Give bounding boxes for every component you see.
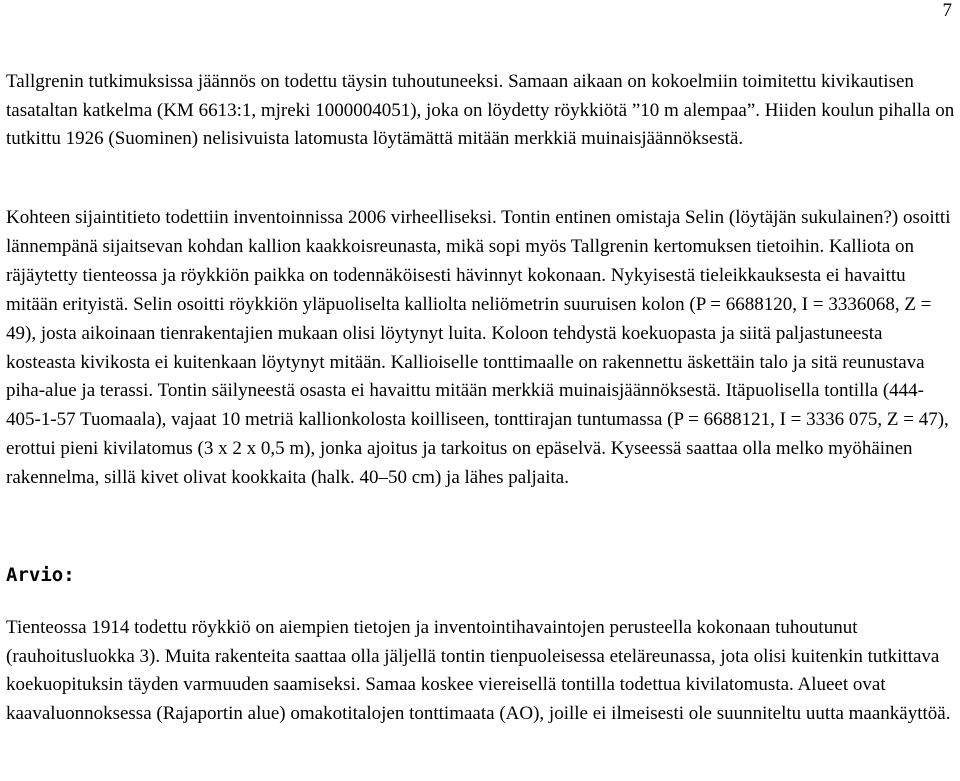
paragraph-tallgren-findings: Tallgrenin tutkimuksissa jäännös on todettu täysin tuhoutuneeksi. Samaan aikaan on kokoelmiin toimitettu kivikautisen tasataltan katkelma (KM 6613:1, mjreki 1000004051), joka on löydetty röykkiötä ”10 m alempaa”. Hiiden koulun pihalla on tutkittu 1926 (Suominen) nelisivuista latomusta löytämättä mitään merkkiä muinaisjäännöksestä. xyxy=(6,71,955,150)
page-number: 7 xyxy=(942,0,952,21)
section-heading-arvio: Arvio: xyxy=(6,564,75,586)
paragraph-inventory-2006: Kohteen sijaintitieto todettiin inventoinnissa 2006 virheelliseksi. Tontin entinen omistaja Selin (löytäjän sukulainen?) osoitti lännempänä sijaitsevan kohdan kallion kaakkoisreunasta, mikä sopi myös Tallgrenin kertomuksen tietoihin. Kalliota on räjäytetty tienteossa ja röykkiön paikka on todennäköisesti hävinnyt kokonaan. Nykyisestä tieleikkauksesta ei havaittu mitään erityistä. Selin osoitti röykkiön yläpuoliselta kalliolta neliömetrin suuruisen kolon (P = 6688120, I = 3336068, Z = 49), josta aikoinaan tienrakentajien mukaan olisi löytynyt luita. Koloon tehdystä koekuopasta ja siitä paljastuneesta kosteasta kivikosta ei kuitenkaan löytynyt mitään. Kallioiselle tonttimaalle on rakennettu äskettäin talo ja sitä reunustava piha-alue ja terassi. Tontin säilyneestä osasta ei havaittu mitään merkkiä muinaisjäännöksestä. Itäpuolisella tontilla (444-405-1-57 Tuomaala), vajaat 10 metriä kallionkolosta koilliseen, tonttirajan tuntumassa (P = 6688121, I = 3336 075, Z = 47), erottui pieni kivilatomus (3 x 2 x 0,5 m), jonka ajoitus ja tarkoitus on epäselvä. Kyseessä saattaa olla melko myöhäinen rakennelma, sillä kivet olivat kookkaita (halk. 40–50 cm) ja lähes paljaita. xyxy=(6,207,951,489)
paragraph-assessment: Tienteossa 1914 todettu röykkiö on aiempien tietojen ja inventointihavaintojen perusteella kokonaan tuhoutunut (rauhoitusluokka 3). Muita rakenteita saattaa olla jäljellä tontin tienpuoleisessa eteläreunassa, jota olisi kuitenkin tutkittava koekuopituksin täyden varmuuden saamiseksi. Samaa koskee viereisellä tontilla todettua kivilatomusta. Alueet ovat kaavaluonnoksessa (Rajaportin alue) omakotitalojen tonttimaata (AO), joille ei ilmeisesti ole suunniteltu uutta maankäyttöä. xyxy=(6,617,951,724)
